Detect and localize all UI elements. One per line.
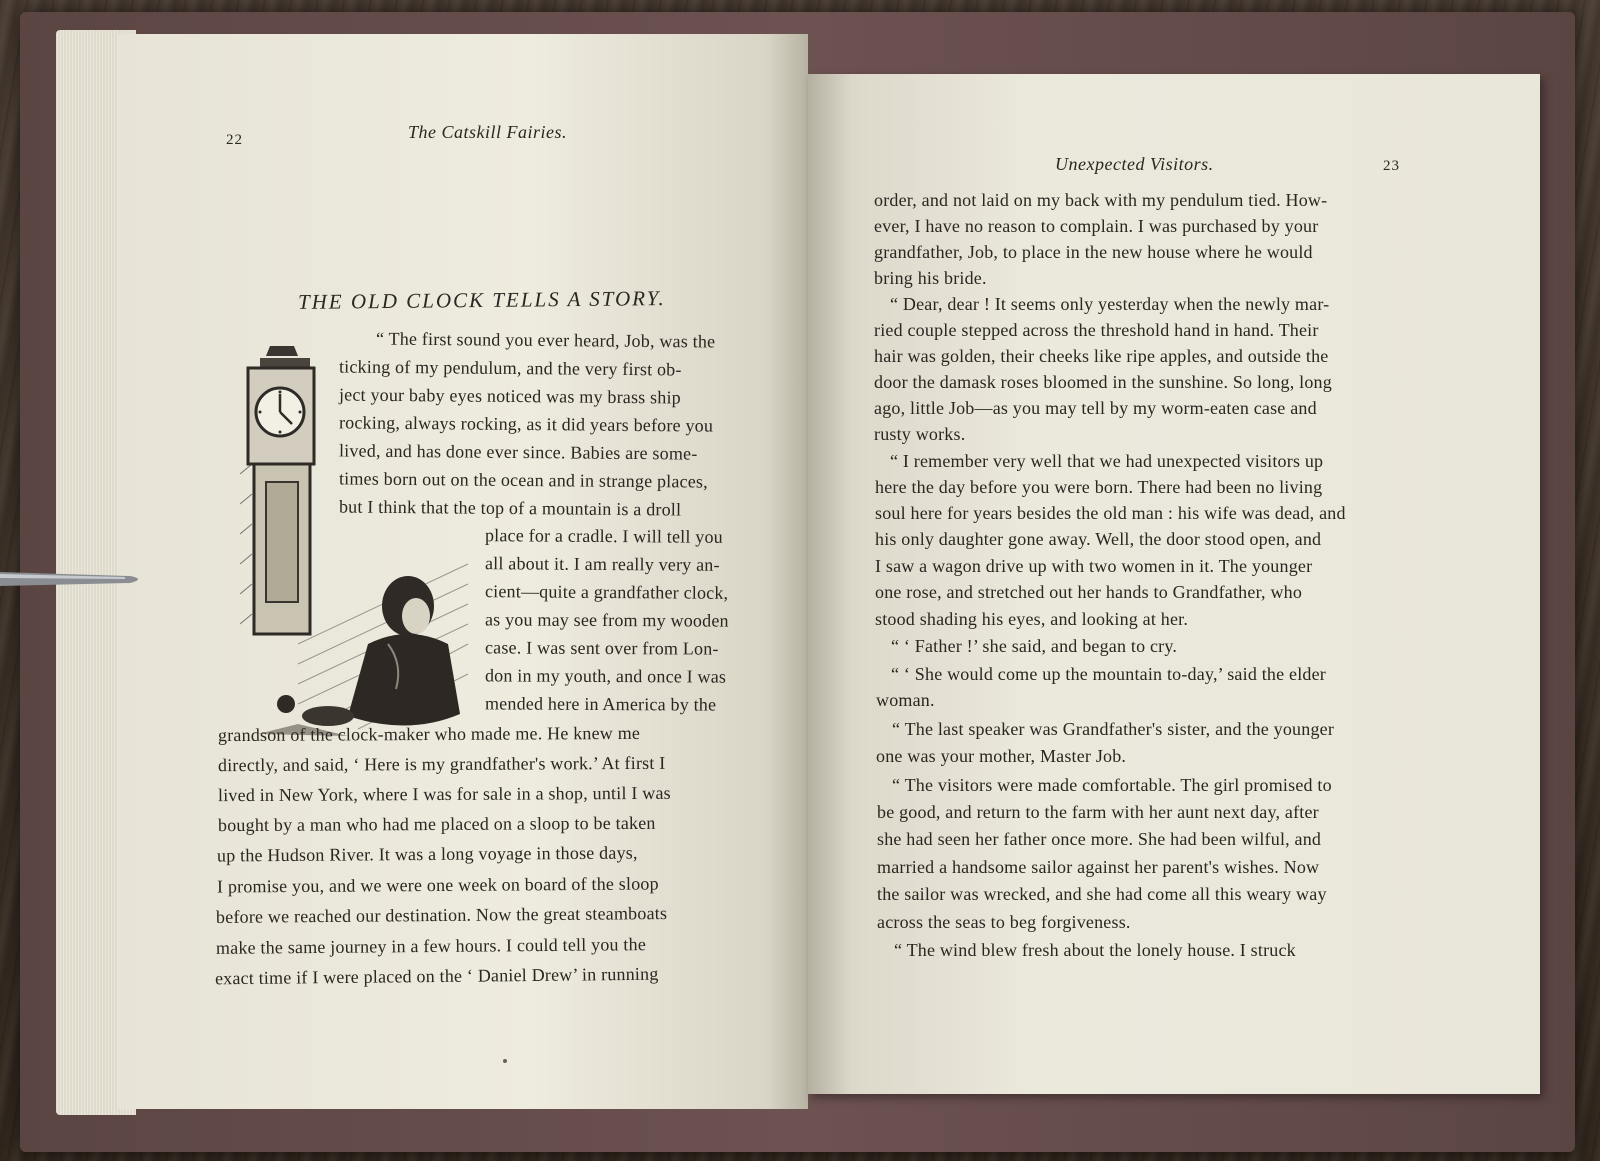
text-line: one rose, and stretched out her hands to Grandfather, who — [875, 582, 1303, 602]
text-line: lived in New York, where I was for sale in a shop, until I was — [217, 782, 671, 806]
page-number-right: 23 — [1383, 158, 1400, 174]
text-line: ever, I have no reason to complain. I was purchased by your — [874, 216, 1319, 236]
text-line: make the same journey in a few hours. I could tell you the — [215, 934, 647, 958]
page-number-left: 22 — [226, 132, 243, 148]
text-line: order, and not laid on my back with my pendulum tied. How- — [874, 190, 1328, 210]
text-line: lived, and has done ever since. Babies are some- — [338, 440, 698, 464]
text-line: grandson of the clock-maker who made me. He knew me — [217, 722, 641, 746]
text-line: married a handsome sailor against her parent's wishes. Now — [877, 857, 1320, 877]
text-line: before we reached our destination. Now the great steamboats — [215, 903, 668, 927]
chapter-title: THE OLD CLOCK TELLS A STORY. — [297, 286, 666, 314]
text-line: but I think that the top of a mountain is a droll — [338, 496, 682, 520]
left-page — [118, 34, 808, 1109]
text-line: rocking, always rocking, as it did years before you — [338, 412, 714, 436]
text-line: up the Hudson River. It was a long voyage in those days, — [216, 842, 638, 866]
running-head-left: The Catskill Fairies. — [408, 122, 567, 142]
text-line: ago, little Job—as you may tell by my worm-eaten case and — [874, 398, 1317, 418]
text-line: case. I was sent over from Lon- — [484, 637, 719, 659]
text-line: across the seas to beg forgiveness. — [877, 912, 1131, 932]
text-line: “ The first sound you ever heard, Job, was the — [375, 328, 716, 352]
text-line: place for a cradle. I will tell you — [484, 525, 723, 547]
page-speck — [503, 1059, 507, 1063]
text-line: directly, and said, ‘ Here is my grandfather's work.’ At first I — [217, 752, 666, 776]
text-line: as you may see from my wooden — [484, 609, 729, 631]
text-line: she had seen her father once more. She had been wilful, and — [877, 829, 1322, 849]
text-line: ticking of my pendulum, and the very first ob- — [338, 356, 682, 380]
text-line: be good, and return to the farm with her aunt next day, after — [877, 802, 1319, 822]
text-line: stood shading his eyes, and looking at her. — [875, 609, 1189, 629]
text-line: the sailor was wrecked, and she had come all this weary way — [877, 884, 1327, 904]
text-line: soul here for years besides the old man : his wife was dead, and — [875, 503, 1346, 523]
text-line: hair was golden, their cheeks like ripe apples, and outside the — [874, 346, 1329, 366]
text-line: “ The wind blew fresh about the lonely house. I struck — [894, 940, 1296, 960]
text-line: bought by a man who had me placed on a sloop to be taken — [217, 812, 656, 836]
text-line: times born out on the ocean and in strange places, — [338, 468, 708, 492]
text-line: rusty works. — [874, 424, 966, 444]
text-line: “ The last speaker was Grandfather's sister, and the younger — [892, 719, 1335, 739]
text-line: one was your mother, Master Job. — [876, 746, 1127, 766]
running-head-right: Unexpected Visitors. — [1055, 154, 1214, 174]
text-line: cient—quite a grandfather clock, — [484, 581, 729, 603]
text-line: here the day before you were born. There had been no living — [875, 477, 1323, 497]
text-line: I promise you, and we were one week on board of the sloop — [216, 873, 659, 897]
text-line: exact time if I were placed on the ‘ Daniel Drew’ in running — [214, 963, 659, 989]
text-line: ried couple stepped across the threshold hand in hand. Their — [874, 320, 1319, 340]
text-line: “ Dear, dear ! It seems only yesterday when the newly mar- — [890, 294, 1330, 314]
text-line: woman. — [876, 690, 935, 710]
text-line: I saw a wagon drive up with two women in it. The younger — [875, 556, 1313, 576]
text-line: “ The visitors were made comfortable. The girl promised to — [892, 775, 1332, 795]
text-line: mended here in America by the — [484, 693, 717, 715]
right-page — [808, 74, 1540, 1094]
text-line: don in my youth, and once I was — [484, 665, 727, 687]
text-line: “ I remember very well that we had unexpected visitors up — [890, 451, 1324, 471]
text-line: all about it. I am really very an- — [484, 553, 720, 575]
text-line: his only daughter gone away. Well, the door stood open, and — [875, 529, 1322, 549]
metal-bookmark — [0, 568, 150, 590]
text-line: grandfather, Job, to place in the new house where he would — [874, 242, 1313, 262]
text-line: door the damask roses bloomed in the sunshine. So long, long — [874, 372, 1332, 392]
text-line: “ ‘ Father !’ she said, and began to cry. — [891, 636, 1178, 656]
text-line: “ ‘ She would come up the mountain to-day,’ said the elder — [891, 664, 1326, 684]
text-line: bring his bride. — [874, 268, 987, 288]
text-line: ject your baby eyes noticed was my brass ship — [338, 384, 682, 408]
